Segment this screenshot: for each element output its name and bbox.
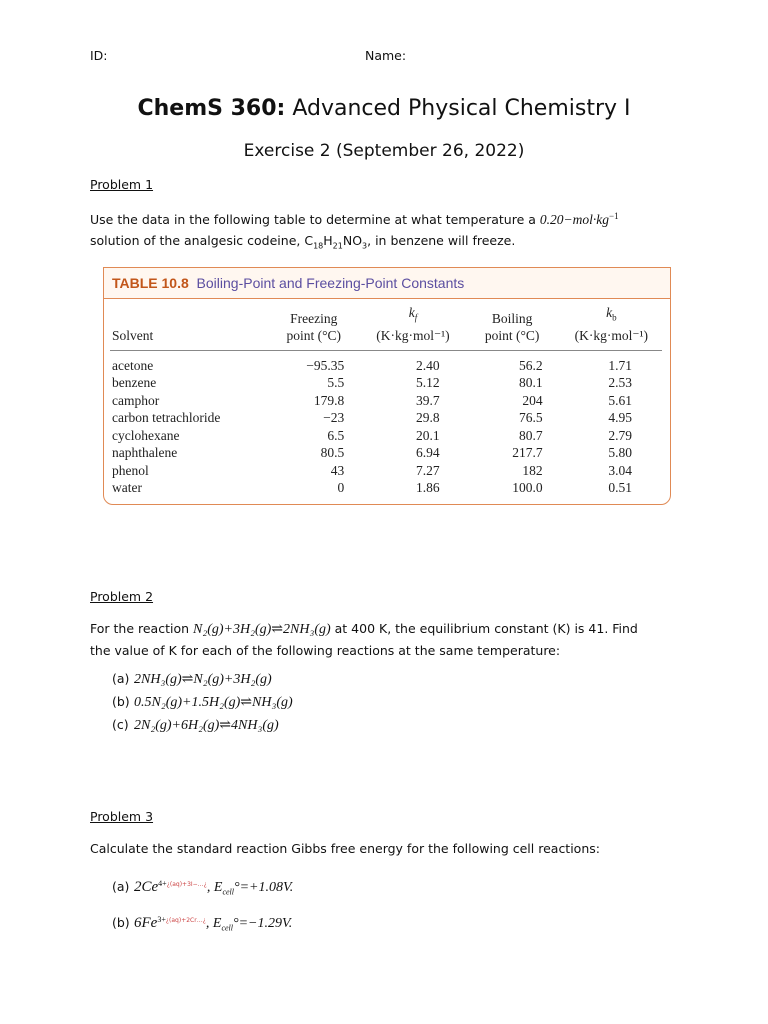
constants-table — [110, 304, 662, 497]
table-header-row — [110, 304, 662, 350]
cell-kf: 20.1 — [416, 427, 440, 443]
header-solvent: Solvent — [110, 304, 265, 350]
p3-item-a: (a) $2Ce^{4+¿(aq)+3I-\dots¿}$, $E_{cell}^\circ=+1.08V$. — [112, 879, 294, 897]
cell-freezing-point: 6.5 — [327, 427, 345, 443]
cell-kb: 1.71 — [608, 357, 632, 373]
cell-solvent: acetone — [112, 357, 154, 373]
cell-boiling-point: 80.1 — [519, 375, 543, 391]
cell-kb: 2.53 — [608, 375, 632, 391]
cell-solvent: cyclohexane — [112, 427, 180, 443]
cell-kb: 4.95 — [608, 410, 632, 426]
p2-item-c: (c) 2N₂(g)+6H₂(g)⇌4NH₃(g) — [112, 717, 279, 733]
header-boiling-point: Boiling point (°C) — [464, 304, 561, 350]
cell-kb: 0.51 — [608, 480, 632, 496]
table-row — [110, 462, 662, 480]
problem-2-text — [90, 618, 680, 661]
problem-2-reactions — [112, 668, 293, 737]
problem-1-heading: Problem 1 — [90, 177, 154, 192]
problem-3-text: Calculate the standard reaction Gibbs free energy for the following cell reactions: — [90, 841, 600, 856]
name-label: Name: — [365, 48, 407, 63]
p1-concentration: 0.20−mol·kg — [539, 212, 609, 228]
cell-boiling-point: 217.7 — [512, 445, 543, 461]
exercise-subtitle: Exercise 2 (September 26, 2022) — [243, 141, 525, 161]
cell-boiling-point: 204 — [522, 392, 543, 408]
cell-kf: 5.12 — [416, 375, 440, 391]
p3-item-b: (b) $6Fe^{3+¿(aq)+2Cr\dots¿}$, $E_{cell}^\circ=-1.29V$. — [112, 914, 293, 933]
cell-boiling-point: 80.7 — [519, 427, 543, 443]
cell-freezing-point: 5.5 — [327, 375, 345, 391]
p2-item-a: (a) 2NH₃(g)⇌N₂(g)+3H₂(g) — [112, 671, 272, 687]
cell-solvent: water — [112, 480, 142, 496]
p1-sub-2: 21 — [332, 241, 343, 251]
cell-boiling-point: 182 — [522, 462, 543, 478]
constants-table-figure — [103, 267, 671, 505]
p1-sub-3: 3 — [362, 241, 368, 251]
cell-freezing-point: 80.5 — [320, 445, 345, 461]
p1-text-e: , in benzene will freeze. — [367, 233, 516, 249]
cell-solvent: camphor — [112, 392, 160, 408]
cell-kb: 3.04 — [608, 462, 632, 478]
cell-freezing-point: 179.8 — [313, 392, 345, 408]
header-kb: $k_b$ (K·kg·mol⁻¹) — [561, 304, 662, 350]
header-freezing-point: Freezing point (°C) — [265, 304, 362, 350]
table-row — [110, 392, 662, 410]
table-row — [110, 427, 662, 445]
id-label: ID: — [90, 48, 108, 63]
cell-kf: 7.27 — [416, 462, 440, 478]
cell-freezing-point: −95.35 — [306, 357, 345, 373]
p1-concentration-exp: −1 — [609, 211, 619, 221]
cell-solvent: naphthalene — [112, 445, 178, 461]
cell-kb: 5.61 — [608, 392, 632, 408]
table-row — [110, 479, 662, 497]
header-kf: $k_f$ (K·kg·mol⁻¹) — [362, 304, 463, 350]
cell-kb: 5.80 — [608, 445, 632, 461]
cell-boiling-point: 56.2 — [519, 357, 543, 373]
p1-text-d: NO — [342, 233, 363, 249]
problem-3-reactions — [112, 870, 293, 941]
table-row — [110, 409, 662, 427]
table-row — [110, 444, 662, 462]
cell-solvent: carbon tetrachloride — [112, 410, 221, 426]
cell-freezing-point: −23 — [323, 410, 345, 426]
table-row — [110, 350, 662, 374]
course-code: ChemS 360: — [137, 96, 286, 121]
table-row — [110, 374, 662, 392]
p1-sub-1: 18 — [313, 241, 324, 251]
p1-text-b: solution of the analgesic codeine, C — [90, 233, 314, 249]
cell-kb: 2.79 — [608, 427, 632, 443]
cell-freezing-point: 0 — [337, 480, 345, 496]
cell-kf: 6.94 — [416, 445, 440, 461]
cell-kf: 39.7 — [416, 392, 440, 408]
problem-1-text — [90, 206, 680, 257]
cell-kf: 29.8 — [416, 410, 440, 426]
cell-kf: 1.86 — [416, 480, 440, 496]
p1-text-c: H — [323, 233, 333, 249]
cell-freezing-point: 43 — [330, 462, 345, 478]
p1-text-a: Use the data in the following table to determine at what temperature a — [90, 212, 540, 228]
cell-solvent: benzene — [112, 375, 157, 391]
page-title — [0, 96, 768, 121]
problem-2-heading: Problem 2 — [90, 589, 154, 604]
p2-text-c: the value of K for each of the following reactions at the same temperature: — [90, 643, 561, 658]
problem-3-heading: Problem 3 — [90, 809, 154, 824]
cell-kf: 2.40 — [416, 357, 440, 373]
table-label: TABLE 10.8 — [112, 275, 189, 291]
cell-boiling-point: 76.5 — [519, 410, 543, 426]
cell-solvent: phenol — [112, 462, 149, 478]
p2-text-b: at 400 K, the equilibrium constant (K) is 41. Find — [330, 621, 638, 636]
table-title-bar — [104, 268, 670, 299]
course-name: Advanced Physical Chemistry I — [285, 96, 631, 121]
cell-boiling-point: 100.0 — [512, 480, 543, 496]
table-caption: Boiling-Point and Freezing-Point Constants — [196, 275, 465, 291]
p2-item-b: (b) 0.5N₂(g)+1.5H₂(g)⇌NH₃(g) — [112, 694, 293, 710]
p2-reaction: N₂(g)+3H₂(g)⇌2NH₃(g) — [193, 622, 331, 637]
p2-text-a: For the reaction — [90, 621, 193, 636]
